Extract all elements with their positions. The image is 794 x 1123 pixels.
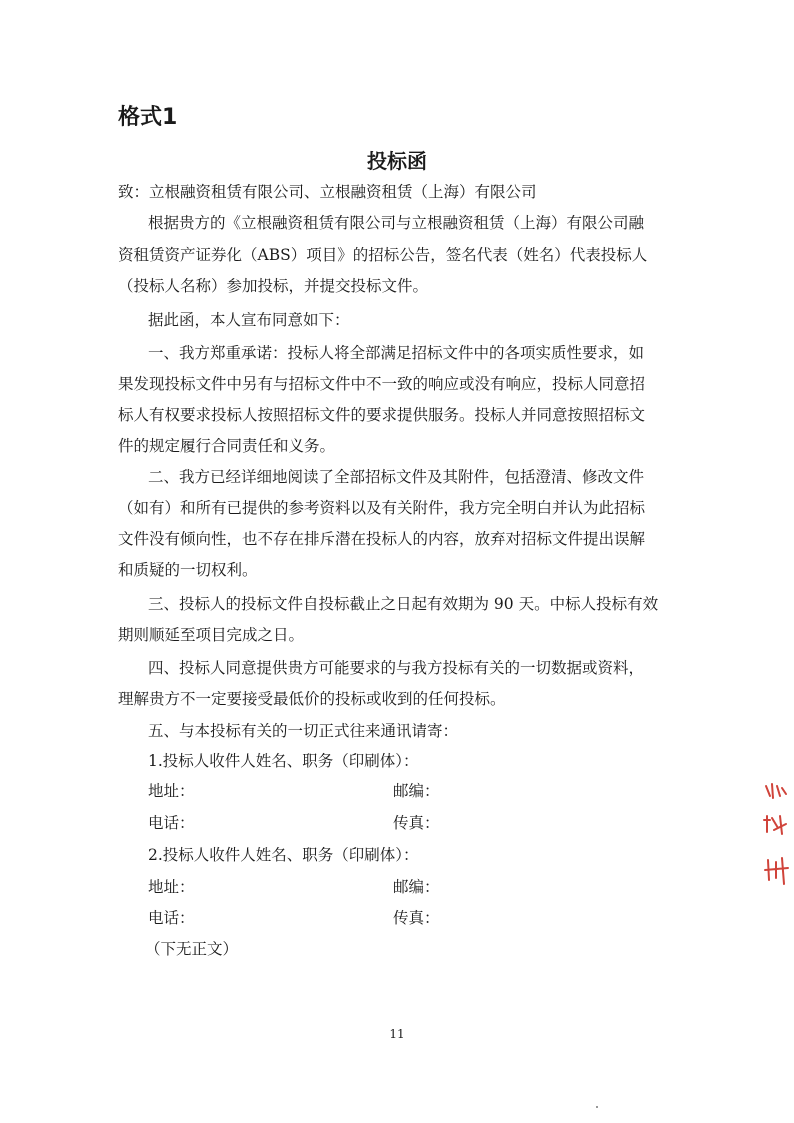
- phone-label: 电话：: [148, 814, 195, 832]
- intro-line: （投标人名称）参加投标，并提交投标文件。: [118, 277, 429, 295]
- clause-line: （如有）和所有已提供的参考资料以及有关附件，我方完全明白并认为此招标: [118, 499, 646, 517]
- clause-line: 和质疑的一切权利。: [118, 561, 258, 579]
- addressee-line: 致：立根融资租赁有限公司、立根融资租赁（上海）有限公司: [118, 183, 537, 201]
- clause-line: 一、我方郑重承诺：投标人将全部满足招标文件中的各项实质性要求，如: [148, 344, 645, 362]
- intro-line: 资租赁资产证券化（ABS）项目》的招标公告，签名代表（姓名）代表投标人: [118, 246, 648, 264]
- address-label: 地址：: [148, 878, 195, 896]
- postcode-label: 邮编：: [393, 878, 440, 896]
- clause-line: 期则顺延至项目完成之日。: [118, 626, 305, 644]
- page-number: 11: [389, 1027, 405, 1041]
- clause-5: 五、与本投标有关的一切正式往来通讯请寄：: [148, 722, 459, 740]
- contact-heading: 2.投标人收件人姓名、职务（印刷体）：: [148, 846, 419, 864]
- seal-stamp-fragment: [760, 780, 794, 890]
- clause-line: 件的规定履行合同责任和义务。: [118, 437, 336, 455]
- clause-line: 理解贵方不一定要接受最低价的投标或收到的任何投标。: [118, 690, 506, 708]
- clause-line: 标人有权要求投标人按照招标文件的要求提供服务。投标人并同意按照招标文: [118, 406, 646, 424]
- declaration-line: 据此函，本人宣布同意如下：: [148, 311, 350, 329]
- page-title: 投标函: [367, 149, 427, 173]
- format-label: 格式1: [118, 105, 178, 130]
- clause-line: 三、投标人的投标文件自投标截止之日起有效期为 90 天。中标人投标有效: [148, 595, 659, 613]
- fax-label: 传真：: [393, 909, 440, 927]
- postcode-label: 邮编：: [393, 782, 440, 800]
- scan-speck: [596, 1106, 598, 1108]
- intro-line: 根据贵方的《立根融资租赁有限公司与立根融资租赁（上海）有限公司融: [148, 214, 645, 232]
- clause-line: 果发现投标文件中另有与招标文件中不一致的响应或没有响应，投标人同意招: [118, 375, 646, 393]
- end-note: （下无正文）: [145, 940, 239, 958]
- clause-line: 四、投标人同意提供贵方可能要求的与我方投标有关的一切数据或资料，: [148, 659, 645, 677]
- clause-line: 二、我方已经详细地阅读了全部招标文件及其附件，包括澄清、修改文件: [148, 468, 645, 486]
- fax-label: 传真：: [393, 814, 440, 832]
- clause-line: 文件没有倾向性，也不存在排斥潜在投标人的内容，放弃对招标文件提出误解: [118, 530, 646, 548]
- phone-label: 电话：: [148, 909, 195, 927]
- address-label: 地址：: [148, 782, 195, 800]
- contact-heading: 1.投标人收件人姓名、职务（印刷体）：: [148, 752, 419, 770]
